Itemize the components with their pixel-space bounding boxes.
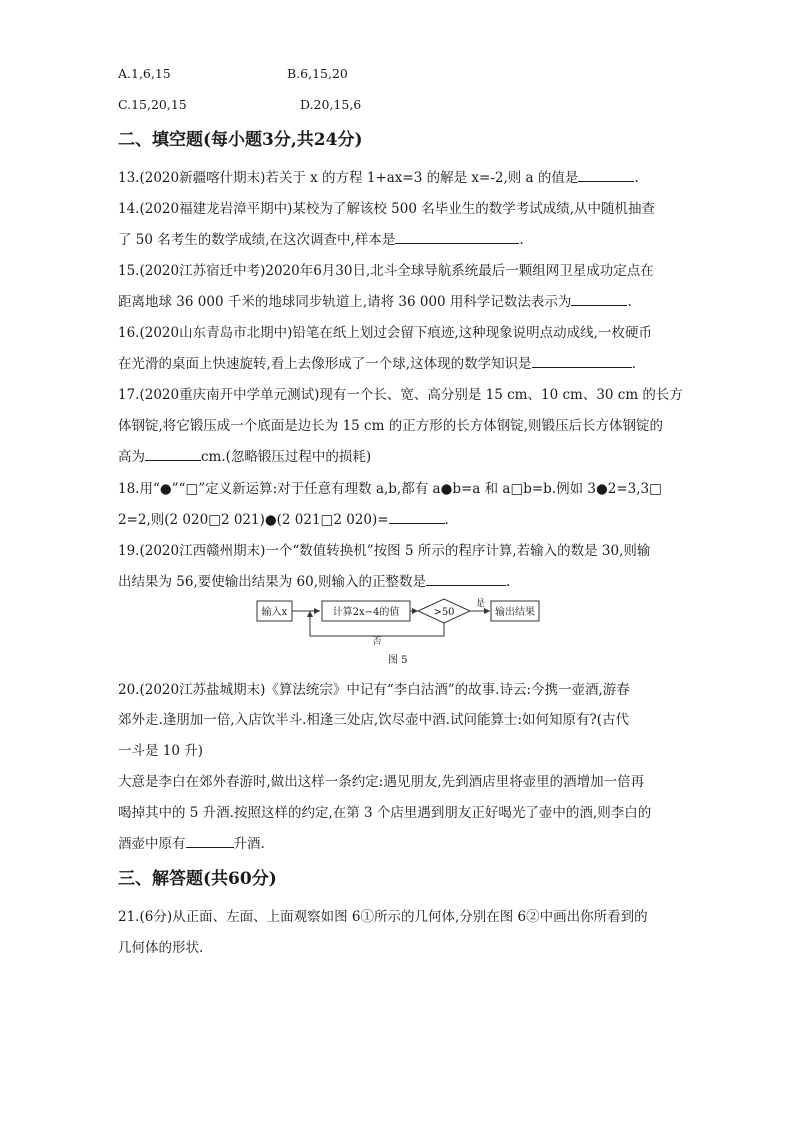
- question-14-text: 了 50 名考生的数学成绩,在这次调查中,样本是: [118, 232, 396, 248]
- question-16-line1: 16.(2020山东青岛市北期中)铅笔在纸上划过会留下痕迹,这种现象说明点动成线,一枚硬币: [118, 325, 652, 341]
- option-b: B.6,15,20: [287, 66, 348, 81]
- question-13-end: .: [634, 170, 639, 186]
- answer-blank-20[interactable]: [186, 835, 234, 848]
- no-label: 否: [372, 637, 382, 646]
- output-label: 输出结果: [495, 607, 535, 618]
- question-16-end: .: [631, 356, 636, 372]
- question-20-line5: 喝掉其中的 5 升酒.按照这样的约定,在第 3 个店里遇到朋友正好喝光了壶中的酒,则李白的: [118, 805, 652, 821]
- section-3-title: 三、解答题(共60分): [118, 869, 277, 889]
- question-19-text: 出结果为 56,要使输出结果为 60,则输入的正整数是: [118, 574, 427, 590]
- condition-label: >50: [433, 607, 455, 618]
- arrowhead-1: [314, 608, 320, 614]
- question-15-text: 距离地球 36 000 千米的地球同步轨道上,请将 36 000 用科学记数法表示为: [118, 294, 572, 310]
- answer-blank-14[interactable]: [395, 231, 519, 244]
- figure-5-caption: 图 5: [388, 655, 408, 666]
- option-d: D.20,15,6: [300, 97, 362, 112]
- answer-blank-16[interactable]: [532, 355, 632, 368]
- yes-label: 是: [476, 599, 486, 609]
- compute-label: 计算2x−4的值: [332, 607, 400, 618]
- flowchart-figure-5: [250, 596, 550, 646]
- question-17-line2: 体钢锭,将它锻压成一个底面是边长为 15 cm 的正方形的长方体钢锭,则锻压后长方体钢锭的: [118, 418, 663, 434]
- question-13-text: 13.(2020新疆喀什期末)若关于 x 的方程 1+ax=3 的解是 x=-2,则 a 的值是: [118, 170, 579, 186]
- question-17-line1: 17.(2020重庆南开中学单元测试)现有一个长、宽、高分别是 15 cm、10 cm、30 cm 的长方: [118, 387, 683, 403]
- question-19-end: .: [506, 574, 511, 590]
- answer-blank-13[interactable]: [578, 169, 634, 182]
- question-17-line3: [118, 448, 371, 466]
- question-17-pre: 高为: [118, 449, 145, 465]
- option-a: A.1,6,15: [118, 66, 171, 81]
- question-20-line6: [118, 835, 265, 853]
- arrowhead-loop: [307, 611, 313, 617]
- answer-blank-19[interactable]: [426, 573, 506, 586]
- question-20-post: 升酒.: [233, 836, 265, 852]
- question-14-line1: 14.(2020福建龙岩漳平期中)某校为了解该校 500 名毕业生的数学考试成绩,从中随机抽查: [118, 201, 655, 217]
- question-14-end: .: [519, 232, 524, 248]
- question-14-line2: [118, 231, 524, 249]
- option-c: C.15,20,15: [118, 97, 187, 112]
- section-2-title: 二、填空题(每小题3分,共24分): [118, 130, 363, 150]
- question-20-line3: 一斗是 10 升): [118, 743, 204, 759]
- question-19-line1: 19.(2020江西赣州期末)一个“数值转换机”按图 5 所示的程序计算,若输入的数是 30,则输: [118, 543, 651, 559]
- question-16-text: 在光滑的桌面上快速旋转,看上去像形成了一个球,这体现的数学知识是: [118, 356, 532, 372]
- question-15-end: .: [627, 294, 632, 310]
- question-17-post: cm.(忽略锻压过程中的损耗): [201, 449, 372, 465]
- answer-blank-18[interactable]: [389, 511, 445, 524]
- question-18-text: 2=2,则(2 020□2 021)●(2 021□2 020)=: [118, 512, 389, 528]
- question-13: [118, 169, 639, 187]
- question-20-line2: 郊外走.逢朋加一倍,入店饮半斗.相逢三处店,饮尽壶中酒.试问能算士:如何知原有?(古代: [118, 712, 630, 728]
- question-18-end: .: [444, 512, 449, 528]
- question-18-line1: 18.用“●”“□”定义新运算:对于任意有理数 a,b,都有 a●b=a 和 a□b=b.例如 3●2=3,3□: [118, 481, 662, 497]
- input-label: 输入x: [261, 607, 288, 618]
- question-21-line1: 21.(6分)从正面、左面、上面观察如图 6①所示的几何体,分别在图 6②中画出你所看到的: [118, 909, 648, 925]
- question-20-line1: 20.(2020江苏盐城期末)《算法统宗》中记有“李白沽酒”的故事.诗云:今携一壶酒,游春: [118, 682, 630, 698]
- answer-blank-17[interactable]: [145, 448, 201, 461]
- question-19-line2: [118, 573, 510, 591]
- question-21-line2: 几何体的形状.: [118, 940, 204, 956]
- question-20-pre: 酒壶中原有: [118, 836, 186, 852]
- question-15-line2: [118, 293, 632, 311]
- question-15-line1: 15.(2020江苏宿迁中考)2020年6月30日,北斗全球导航系统最后一颗组网卫星成功定点在: [118, 263, 654, 279]
- question-16-line2: [118, 355, 636, 373]
- question-18-line2: [118, 511, 449, 529]
- answer-blank-15[interactable]: [571, 293, 627, 306]
- question-20-line4: 大意是李白在郊外春游时,做出这样一条约定:遇见朋友,先到酒店里将壶里的酒增加一倍再: [118, 774, 645, 790]
